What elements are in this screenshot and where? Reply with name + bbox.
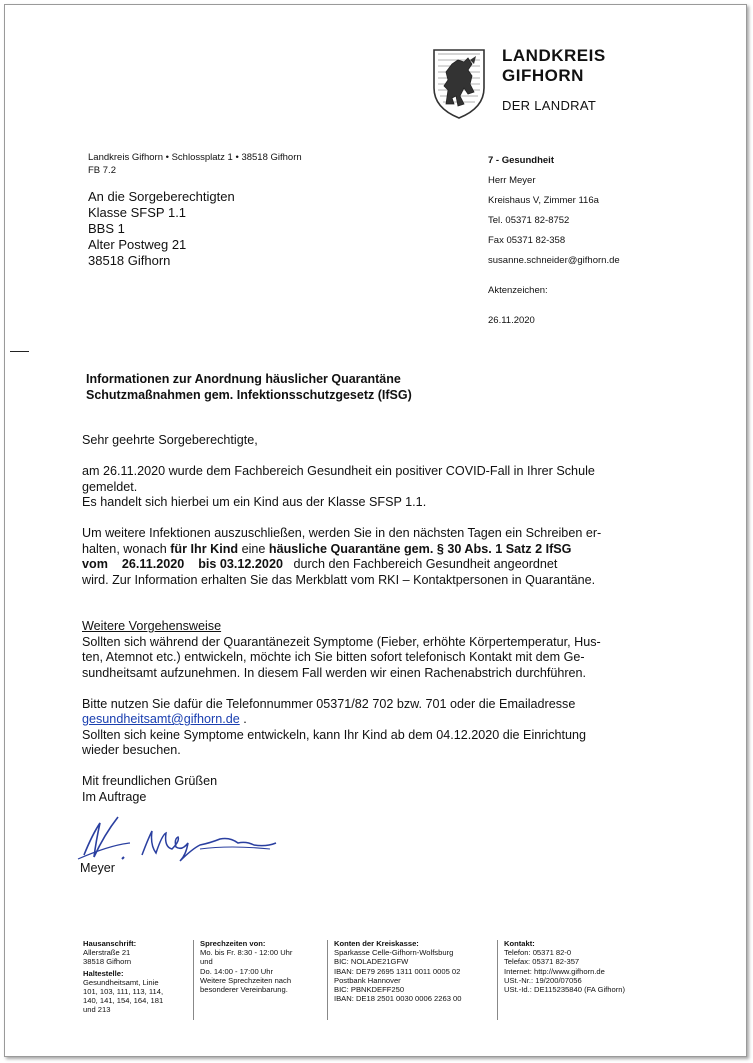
footer-heading: Haltestelle: xyxy=(83,968,124,978)
subject-line-1: Informationen zur Anordnung häuslicher Quarantäne xyxy=(86,372,401,386)
footer-line: Weitere Sprechzeiten nach xyxy=(200,975,292,985)
footer-line: USt.-Id.: DE115235840 (FA Gifhorn) xyxy=(504,985,625,995)
contact-room: Kreishaus V, Zimmer 116a xyxy=(488,195,599,206)
footer-heading: Kontakt: xyxy=(504,939,535,948)
paragraph-line: wird. Zur Information erhalten Sie das Merkblatt vom RKI – Kontaktpersonen in Quarantäne. xyxy=(82,572,596,587)
footer-line: 38518 Gifhorn xyxy=(83,957,132,967)
footer-line: besonderer Vereinbarung. xyxy=(200,985,288,995)
letter-subject xyxy=(86,371,412,403)
coat-of-arms-icon xyxy=(430,46,488,120)
footer-line: Postbank Hannover xyxy=(334,975,401,985)
paragraph-line xyxy=(82,557,677,573)
footer-line: und 213 xyxy=(83,1005,111,1015)
footer-line: IBAN: DE18 2501 0030 0006 2263 00 xyxy=(334,994,462,1004)
recipient-address xyxy=(88,189,235,269)
footer-line: 140, 141, 154, 164, 181 xyxy=(83,996,164,1006)
footer-line: USt.-Nr.: 19/200/07056 xyxy=(504,975,582,985)
footer-line: Gesundheitsamt, Linie xyxy=(83,977,159,987)
footer-line: Telefon: 05371 82-0 xyxy=(504,948,572,958)
fold-mark xyxy=(10,351,29,352)
signature-name: Meyer xyxy=(80,861,115,875)
footer-heading: Hausanschrift: xyxy=(83,939,137,948)
sender-line-2: FB 7.2 xyxy=(88,165,116,176)
text-run: halten, wonach xyxy=(82,541,171,556)
contact-phone: Tel. 05371 82-8752 xyxy=(488,215,570,226)
org-line-2: GIFHORN xyxy=(502,66,584,85)
paragraph-line: Sollten sich keine Symptome entwickeln, kann Ihr Kind ab dem 04.12.2020 die Einrichtung xyxy=(82,727,587,742)
footer-line: Telefax: 05371 82-357 xyxy=(504,957,580,967)
footer-divider xyxy=(497,940,498,1020)
footer-bank-column xyxy=(334,939,494,1003)
footer-divider xyxy=(327,940,328,1020)
footer-line: IBAN: DE79 2695 1311 0011 0005 02 xyxy=(334,966,461,976)
text-run: eine xyxy=(238,541,269,556)
footer-hours-column xyxy=(200,939,320,994)
footer-contact-column xyxy=(504,939,664,994)
recipient-line: 38518 Gifhorn xyxy=(88,253,171,268)
bold-text: für Ihr Kind xyxy=(170,541,239,556)
salutation: Sehr geehrte Sorgeberechtigte, xyxy=(82,433,258,447)
paragraph-line: Bitte nutzen Sie dafür die Telefonnummer 05371/82 702 bzw. 701 oder die Emailadresse xyxy=(82,696,576,711)
paragraph-line: Um weitere Infektionen auszuschließen, werden Sie in den nächsten Tagen ein Schreiben er- xyxy=(82,526,602,540)
footer-address-column xyxy=(83,939,183,1015)
recipient-line: Klasse SFSP 1.1 xyxy=(88,205,187,220)
footer-line: 101, 103, 111, 113, 114, xyxy=(83,987,164,997)
paragraph-line: wieder besuchen. xyxy=(82,743,181,757)
paragraph-line: Sollten sich während der Quarantänezeit Symptome (Fieber, erhöhte Körpertemperatur, Hus- xyxy=(82,634,601,649)
footer-line: Internet: http://www.gifhorn.de xyxy=(504,966,605,976)
recipient-line: An die Sorgeberechtigten xyxy=(88,189,235,204)
subject-line-2: Schutzmaßnahmen gem. Infektionsschutzgesetz (IfSG) xyxy=(86,388,412,402)
paragraph-line xyxy=(82,542,677,558)
closing: Im Auftrage xyxy=(82,789,147,804)
letter-date: 26.11.2020 xyxy=(488,315,535,326)
organization-name xyxy=(502,46,606,86)
footer-line: Sparkasse Celle-Gifhorn-Wolfsburg xyxy=(334,948,454,958)
footer-line: BIC: PBNKDEFF250 xyxy=(334,985,405,995)
sender-return-address xyxy=(88,151,302,177)
recipient-line: Alter Postweg 21 xyxy=(88,237,187,252)
email-link[interactable]: gesundheitsamt@gifhorn.de xyxy=(82,712,240,726)
org-subtitle: DER LANDRAT xyxy=(502,98,597,113)
paragraph-line xyxy=(82,712,677,728)
contact-email: susanne.schneider@gifhorn.de xyxy=(488,255,620,266)
paragraph-line: am 26.11.2020 wurde dem Fachbereich Gesundheit ein positiver COVID-Fall in Ihrer Schule xyxy=(82,464,595,478)
footer-line: und xyxy=(200,957,213,967)
paragraph-line: Es handelt sich hierbei um ein Kind aus der Klasse SFSP 1.1. xyxy=(82,495,427,509)
sender-line-1: Landkreis Gifhorn • Schlossplatz 1 • 38518 Gifhorn xyxy=(88,152,302,163)
recipient-line: BBS 1 xyxy=(88,221,125,236)
handwritten-signature xyxy=(70,805,290,865)
quarantine-period: vom 26.11.2020 bis 03.12.2020 xyxy=(82,557,283,571)
letter-body xyxy=(82,433,677,805)
footer-divider xyxy=(193,940,194,1020)
paragraph-line: gemeldet. xyxy=(82,479,138,494)
contact-block xyxy=(488,151,620,331)
org-line-1: LANDKREIS xyxy=(502,46,606,65)
text-run: . xyxy=(239,712,247,726)
department: 7 - Gesundheit xyxy=(488,155,554,166)
paragraph-line: sundheitsamt aufzunehmen. In diesem Fall werden wir einen Rachenabstrich durchführen. xyxy=(82,665,587,680)
footer-line: BIC: NOLADE21GFW xyxy=(334,957,409,967)
section-heading: Weitere Vorgehensweise xyxy=(82,619,222,633)
contact-name: Herr Meyer xyxy=(488,175,536,186)
footer-line: Allerstraße 21 xyxy=(83,948,131,958)
footer-line: Do. 14:00 - 17:00 Uhr xyxy=(200,966,274,976)
reference-label: Aktenzeichen: xyxy=(488,285,548,296)
paragraph-line: ten, Atemnot etc.) entwickeln, möchte ich Sie bitten sofort telefonisch Kontakt mit dem Ge- xyxy=(82,650,585,664)
contact-fax: Fax 05371 82-358 xyxy=(488,235,566,246)
footer-heading: Sprechzeiten von: xyxy=(200,939,266,948)
text-run: durch den Fachbereich Gesundheit angeordnet xyxy=(282,557,558,571)
bold-text: häusliche Quarantäne gem. § 30 Abs. 1 Satz 2 IfSG xyxy=(268,541,572,556)
footer-heading: Konten der Kreiskasse: xyxy=(334,939,419,948)
closing: Mit freundlichen Grüßen xyxy=(82,774,218,788)
footer-line: Mo. bis Fr. 8:30 - 12:00 Uhr xyxy=(200,948,293,958)
